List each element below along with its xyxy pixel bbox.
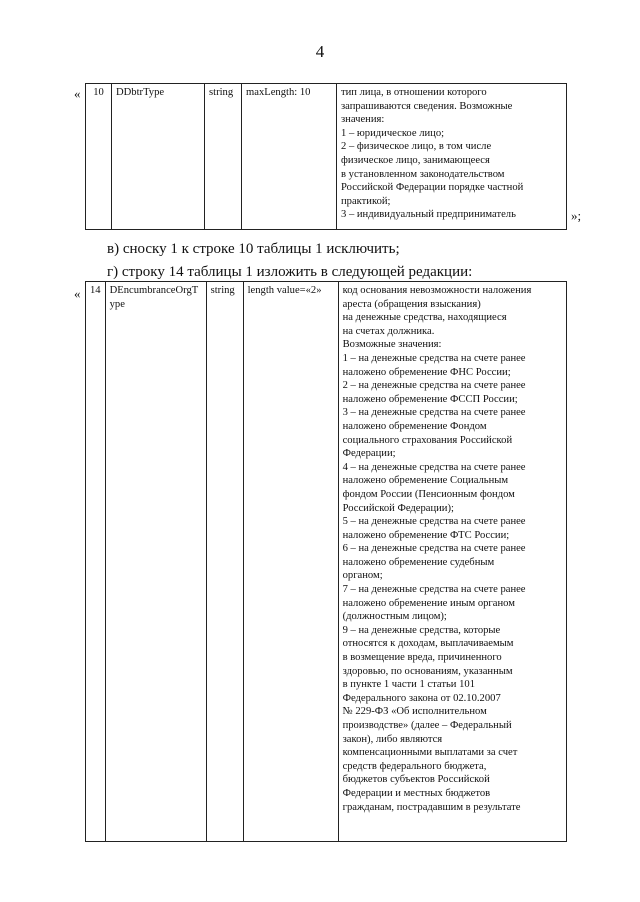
description-line: ареста (обращения взыскания) (342, 298, 481, 310)
description-line: 1 – на денежные средства на счете ранее (342, 352, 526, 364)
description-line: 3 – индивидуальный предприниматель (341, 209, 516, 221)
description-line: наложено обременение судебным (342, 556, 495, 568)
description-line: Возможные значения: (342, 339, 442, 351)
description-line: фондом России (Пенсионным фондом (342, 488, 515, 500)
description-line: закон), либо являются (342, 733, 443, 745)
description-line: в возмещение вреда, причиненного (342, 652, 502, 664)
description-line: 7 – на денежные средства на счете ранее (342, 584, 526, 596)
description-line: 6 – на денежные средства на счете ранее (342, 543, 526, 555)
description-line: на денежные средства, находящиеся (342, 312, 507, 324)
element-name-line: DEncumbranceOrgT (109, 285, 199, 296)
description-line: (должностным лицом); (342, 611, 447, 623)
description-line: тип лица, в отношении которого (341, 87, 487, 98)
description-line: 9 – на денежные средства, которые (342, 624, 501, 636)
row-number: 10 (86, 84, 112, 230)
description-line: в пункте 1 части 1 статьи 101 (342, 679, 475, 691)
description-line: запрашиваются сведения. Возможные (341, 100, 513, 112)
description-line: Федерации; (342, 448, 396, 460)
close-quote-table1: »; (571, 208, 582, 223)
description-line: наложено обременение иным органом (342, 597, 515, 609)
description-line: органом; (342, 570, 383, 582)
description-line: 1 – юридическое лицо; (341, 127, 445, 139)
description-line: 3 – на денежные средства на счете ранее (342, 407, 526, 419)
description-line: практикой; (341, 195, 391, 207)
description-line: относятся к доходам, выплачиваемым (342, 638, 514, 650)
table1-row-10 (85, 83, 567, 230)
open-quote-table2: « (74, 286, 81, 301)
table1-row-14 (85, 281, 567, 842)
description-line: № 229-ФЗ «Об исполнительном (342, 706, 487, 718)
element-description (337, 84, 567, 230)
description-line: гражданам, пострадавшим в результате (342, 801, 521, 813)
description-line: физическое лицо, занимающееся (341, 154, 490, 166)
open-quote-table1: « (74, 86, 81, 101)
description-line: код основания невозможности наложения (342, 285, 532, 296)
description-line: 5 – на денежные средства на счете ранее (342, 516, 526, 528)
description-line: значения: (341, 114, 385, 126)
element-type: string (205, 84, 242, 230)
element-restriction: maxLength: 10 (242, 84, 337, 230)
description-line: наложено обременение ФТС России; (342, 529, 510, 541)
element-name-line: ype (109, 298, 125, 310)
element-type: string (206, 282, 243, 842)
description-line: производстве» (далее – Федеральный (342, 720, 512, 731)
description-line: наложено обременение ФССП России; (342, 393, 518, 405)
description-line: 2 – физическое лицо, в том числе (341, 141, 492, 153)
description-line: наложено обременение Социальным (342, 475, 509, 487)
element-name (105, 282, 206, 842)
description-line: Российской Федерации); (342, 502, 454, 514)
description-line: социального страхования Российской (342, 434, 513, 446)
description-line: в установленном законодательством (341, 168, 505, 180)
description-line: Федерального закона от 02.10.2007 (342, 692, 501, 704)
description-line: на счетах должника. (342, 325, 435, 337)
element-name: DDbtrType (112, 84, 205, 230)
description-line: компенсационными выплатами за счет (342, 747, 518, 759)
element-restriction: length value=«2» (243, 282, 338, 842)
description-line: средств федерального бюджета, (342, 760, 487, 772)
description-line: Российской Федерации порядке частной (341, 182, 524, 194)
description-line: наложено обременение ФНС России; (342, 366, 511, 378)
description-line: здоровью, по основаниям, указанным (342, 665, 513, 677)
description-line: Федерации и местных бюджетов (342, 787, 491, 799)
element-description (338, 282, 566, 842)
description-line: 2 – на денежные средства на счете ранее (342, 380, 526, 392)
description-line: наложено обременение Фондом (342, 420, 487, 432)
row-number: 14 (86, 282, 106, 842)
page-number: 4 (315, 42, 325, 61)
description-line: бюджетов субъектов Российской (342, 774, 490, 786)
amendment-paragraph-g: г) строку 14 таблицы 1 изложить в следующей редакции: (107, 264, 473, 280)
description-line: 4 – на денежные средства на счете ранее (342, 461, 526, 473)
amendment-paragraph-v: в) сноску 1 к строке 10 таблицы 1 исключить; (107, 241, 400, 257)
